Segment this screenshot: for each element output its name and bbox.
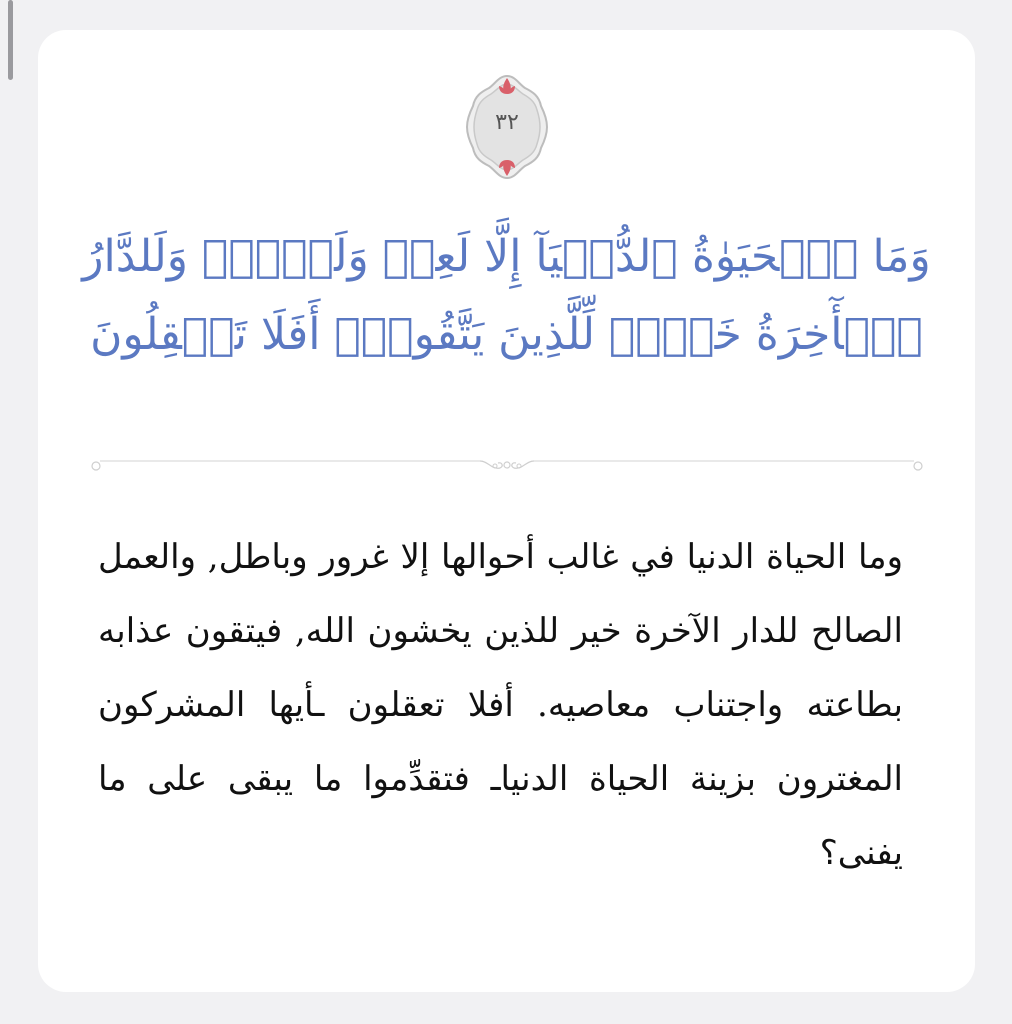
quran-verse-text: وَمَا ٱلۡحَيَوٰةُ ٱلدُّنۡيَآ إِلَّا لَعِبٞ وَلَهۡوٞۖ وَلَلدَّارُ ٱلۡأٓخِرَةُ خَيۡرٞ لِّلَّذِينَ يَتَّقُونَۚ أَفَلَا تَعۡقِلُونَ	[82, 231, 931, 360]
ayah-number-badge	[465, 70, 549, 184]
ayah-number: ٣٢	[495, 110, 519, 135]
tafsir-text: وما الحياة الدنيا في غالب أحوالها إلا غرور وباطل, والعمل الصالح للدار الآخرة خير للذين يخشون الله, فيتقون عذابه بطاعته واجتناب معاصيه. أفلا تعقلون ـأيها المشركون المغترون بزينة الحياة الدنياـ فتقدِّموا ما يبقى على ما يفنى؟	[98, 537, 903, 873]
scroll-indicator[interactable]	[8, 0, 13, 80]
ayah-card	[38, 30, 975, 992]
ornamental-divider-icon	[90, 456, 924, 476]
